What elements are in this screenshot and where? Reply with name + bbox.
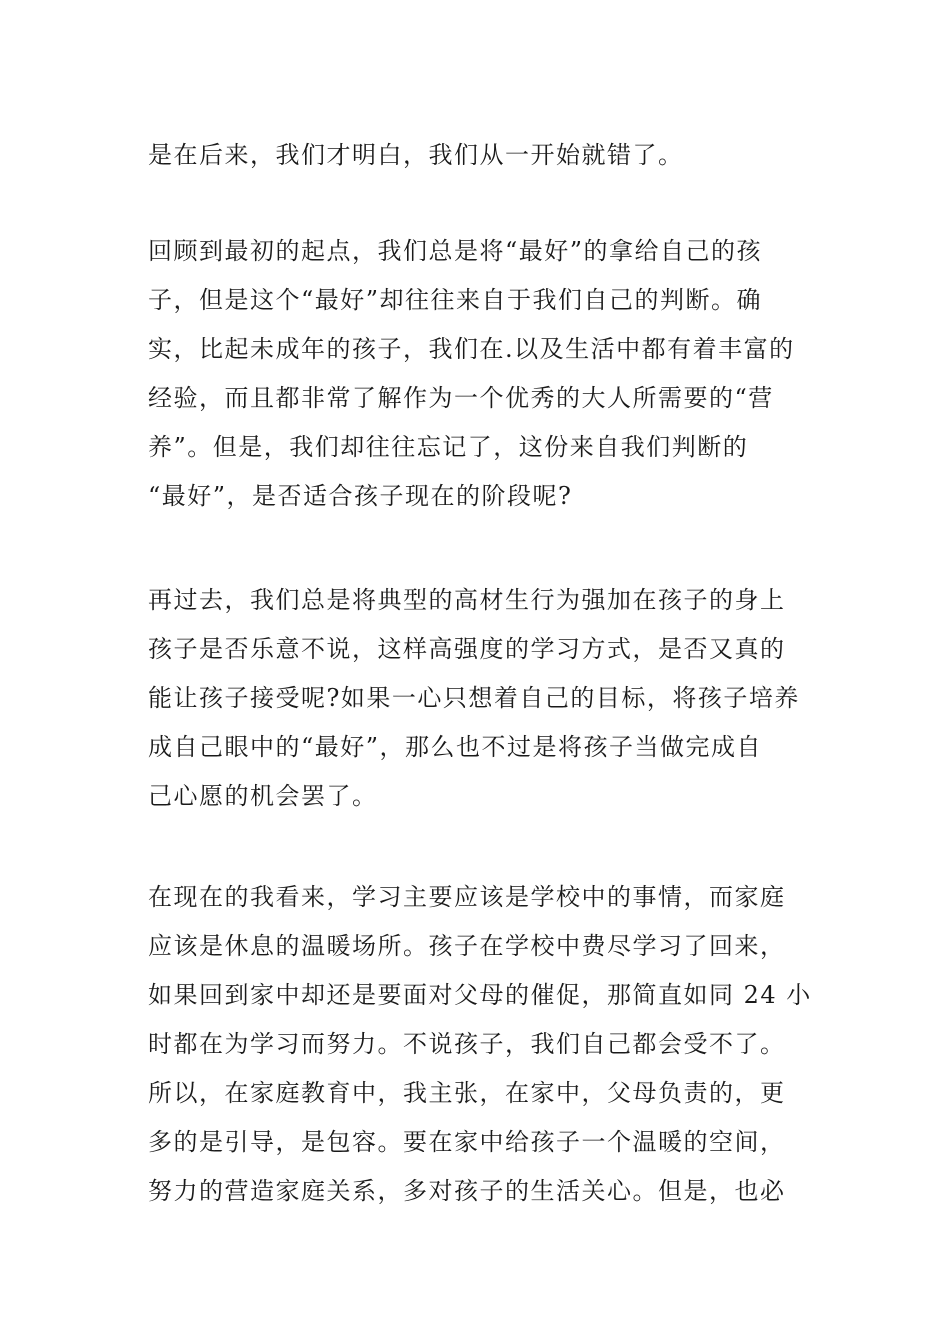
text-line: 再过去，我们总是将典型的高材生行为强加在孩子的身上 [148, 586, 786, 614]
paragraph-3 [148, 576, 808, 821]
text-line: “最好”，是否适合孩子现在的阶段呢? [148, 482, 573, 510]
paragraph-4 [148, 873, 812, 1216]
text-line: 回顾到最初的起点，我们总是将“最好”的拿给自己的孩 [148, 237, 763, 265]
text-line: 孩子是否乐意不说，这样高强度的学习方式，是否又真的 [148, 635, 786, 663]
text-line: 能让孩子接受呢?如果一心只想着自己的目标，将孩子培养 [148, 684, 800, 712]
text-line: 经验，而且都非常了解作为一个优秀的大人所需要的“营 [148, 384, 774, 412]
text-line: 成自己眼中的“最好”，那么也不过是将孩子当做完成自 [148, 733, 763, 761]
text-line: 子，但是这个“最好”却往往来自于我们自己的判断。确 [148, 286, 763, 314]
text-line: 己心愿的机会罢了。 [148, 782, 378, 810]
text-line: 在现在的我看来，学习主要应该是学校中的事情，而家庭 [148, 883, 786, 911]
paragraph-2 [148, 227, 808, 521]
text-line: 实，比起未成年的孩子，我们在.以及生活中都有着丰富的 [148, 335, 795, 363]
text-line: 时都在为学习而努力。不说孩子，我们自己都会受不了。 [148, 1030, 786, 1058]
text-line: 努力的营造家庭关系，多对孩子的生活关心。但是，也必 [148, 1177, 786, 1205]
text-line: 多的是引导，是包容。要在家中给孩子一个温暖的空间， [148, 1128, 786, 1156]
text-line: 所以，在家庭教育中，我主张，在家中，父母负责的，更 [148, 1079, 786, 1107]
text-line: 应该是休息的温暖场所。孩子在学校中费尽学习了回来， [148, 932, 786, 960]
paragraph-1 [148, 131, 808, 180]
text-line: 是在后来，我们才明白，我们从一开始就错了。 [148, 141, 684, 169]
text-line: 养”。但是，我们却往往忘记了，这份来自我们判断的 [148, 433, 749, 461]
text-line: 如果回到家中却还是要面对父母的催促，那简直如同 24 小 [148, 981, 812, 1009]
